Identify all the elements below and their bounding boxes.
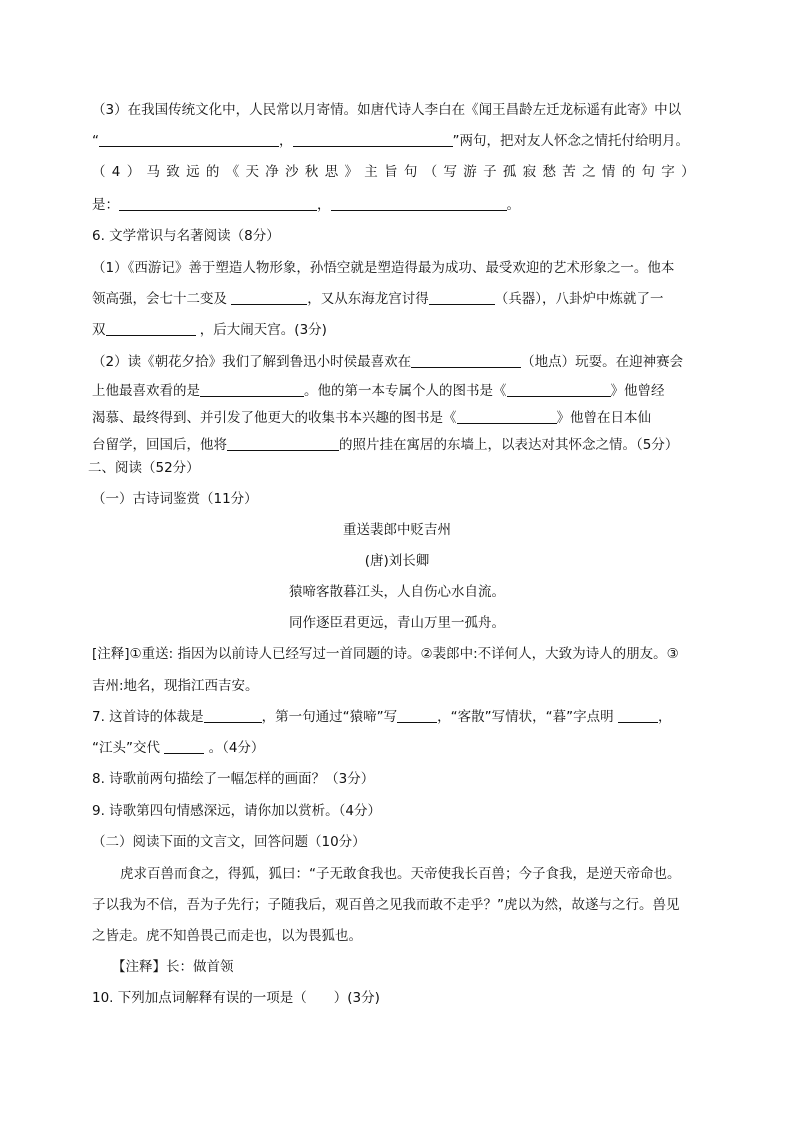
q5-item3-line2 [92, 131, 689, 151]
answer-blank[interactable] [204, 708, 262, 723]
classical-text-line1: 虎求百兽而食之，得狐，狐曰：“子无敢食我也。天帝使我长百兽；今子食我，是逆天帝命也。 [120, 866, 681, 882]
answer-blank[interactable] [618, 708, 658, 723]
answer-blank[interactable] [227, 436, 339, 451]
open-quote: “ [92, 133, 99, 149]
text: 领高强，会七十二变及 [92, 291, 227, 307]
text: 。他的第一本专属个人的图书是《 [304, 383, 507, 399]
q6-p2-line1 [92, 352, 683, 372]
answer-blank[interactable] [99, 132, 279, 147]
part2-heading: （二）阅读下面的文言文，回答问题（10分） [92, 834, 366, 850]
q6-p2-line3 [92, 408, 651, 428]
text: ，后大闹天宫。(3分) [199, 322, 327, 338]
text: 上他最喜欢看的是 [92, 383, 200, 399]
poem-note-line1: [注释]①重送: 指因为以前诗人已经写过一首同题的诗。②裴郎中:不详何人，大致为诗人的朋友。③ [92, 646, 679, 662]
answer-blank[interactable] [164, 739, 204, 754]
q9: 9. 诗歌第四句情感深远，请你加以赏析。（4分） [92, 803, 382, 819]
period: 。 [506, 197, 520, 213]
q6-p1-line3 [92, 320, 327, 340]
comma: ， [279, 133, 293, 149]
poem-note-line2: 吉州:地名，现指江西吉安。 [92, 678, 259, 694]
classical-note: 【注释】长：做首领 [112, 959, 234, 975]
answer-blank[interactable] [397, 708, 437, 723]
q6-title: 6. 文学常识与名著阅读（8分） [92, 228, 280, 244]
q6-p1-line2 [92, 289, 664, 309]
text: ，“客散”写情状，“暮”字点明 [437, 709, 614, 725]
text: 渴慕、最终得到、并引发了他更大的收集书本兴趣的图书是《 [92, 410, 457, 426]
poem-author: (唐)刘长卿 [364, 553, 430, 569]
text: ，又从东海龙宫讨得 [307, 291, 429, 307]
answer-blank[interactable] [200, 382, 304, 397]
text: （2）读《朝花夕拾》我们了解到鲁迅小时侯最喜欢在 [92, 354, 412, 370]
text: 。（4分） [208, 740, 265, 756]
answer-blank[interactable] [429, 290, 495, 305]
poem-line-1: 猿啼客散暮江头，人自伤心水自流。 [289, 584, 505, 600]
part1-heading: （一）古诗词鉴赏（11分） [92, 491, 258, 507]
text: ， [657, 709, 672, 725]
text: ，第一句通过“猿啼”写 [261, 709, 398, 725]
answer-blank[interactable] [411, 353, 521, 368]
q8: 8. 诗歌前两句描绘了一幅怎样的画面？（3分） [92, 771, 375, 787]
answer-blank[interactable] [231, 290, 307, 305]
answer-blank[interactable] [106, 321, 196, 336]
poem-title: 重送裴郎中贬吉州 [343, 522, 451, 538]
text: 双 [92, 322, 106, 338]
section-heading: 二、阅读（52分） [88, 460, 200, 476]
q5-item4-line1: （4）马致远的《天净沙秋思》主旨句（写游子孤寂愁苦之情的句字） [92, 164, 701, 180]
q7-line2 [92, 738, 264, 758]
text: 台留学，回国后，他将 [92, 437, 227, 453]
q5-item3-line1: （3）在我国传统文化中，人民常以月寄情。如唐代诗人李白在《闻王昌龄左迁龙标遥有此寄》中以 [92, 102, 682, 118]
poem-line-2: 同作逐臣君更远，青山万里一孤舟。 [289, 615, 505, 631]
comma: ， [317, 197, 331, 213]
q6-p2-line2 [92, 381, 665, 401]
text: “江头”交代 [92, 740, 160, 756]
text: （地点）玩耍。在迎神赛会 [521, 354, 684, 370]
classical-text-line2: 子以我为不信，吾为子先行；子随我后，观百兽之见我而敢不走乎？”虎以为然，故遂与之行。兽见 [92, 897, 680, 913]
classical-text-line3: 之皆走。虎不知兽畏己而走也，以为畏狐也。 [92, 928, 362, 944]
answer-blank[interactable] [457, 409, 557, 424]
answer-blank[interactable] [331, 196, 507, 211]
text: 》他曾在日本仙 [556, 410, 651, 426]
text: 的照片挂在寓居的东墙上，以表达对其怀念之情。（5分） [339, 437, 679, 453]
q6-p1-line1: （1）《西游记》善于塑造人物形象，孙悟空就是塑造得最为成功、最受欢迎的艺术形象之一。他本 [92, 260, 675, 276]
answer-blank[interactable] [119, 196, 317, 211]
q5-item4-line2 [92, 195, 520, 215]
q6-p2-line4 [92, 435, 678, 455]
text: 》他曾经 [610, 383, 665, 399]
answer-blank[interactable] [293, 132, 453, 147]
q10: 10. 下列加点词解释有误的一项是（ ）(3分) [92, 990, 380, 1006]
text: （兵器），八卦炉中炼就了一 [494, 291, 664, 307]
q5-item3-tail: ”两句，把对友人怀念之情托付给明月。 [452, 133, 689, 149]
answer-blank[interactable] [507, 382, 611, 397]
q7-line1 [92, 707, 671, 727]
q5-item4-head: 是： [92, 197, 119, 213]
text: 7. 这首诗的体裁是 [92, 709, 204, 725]
